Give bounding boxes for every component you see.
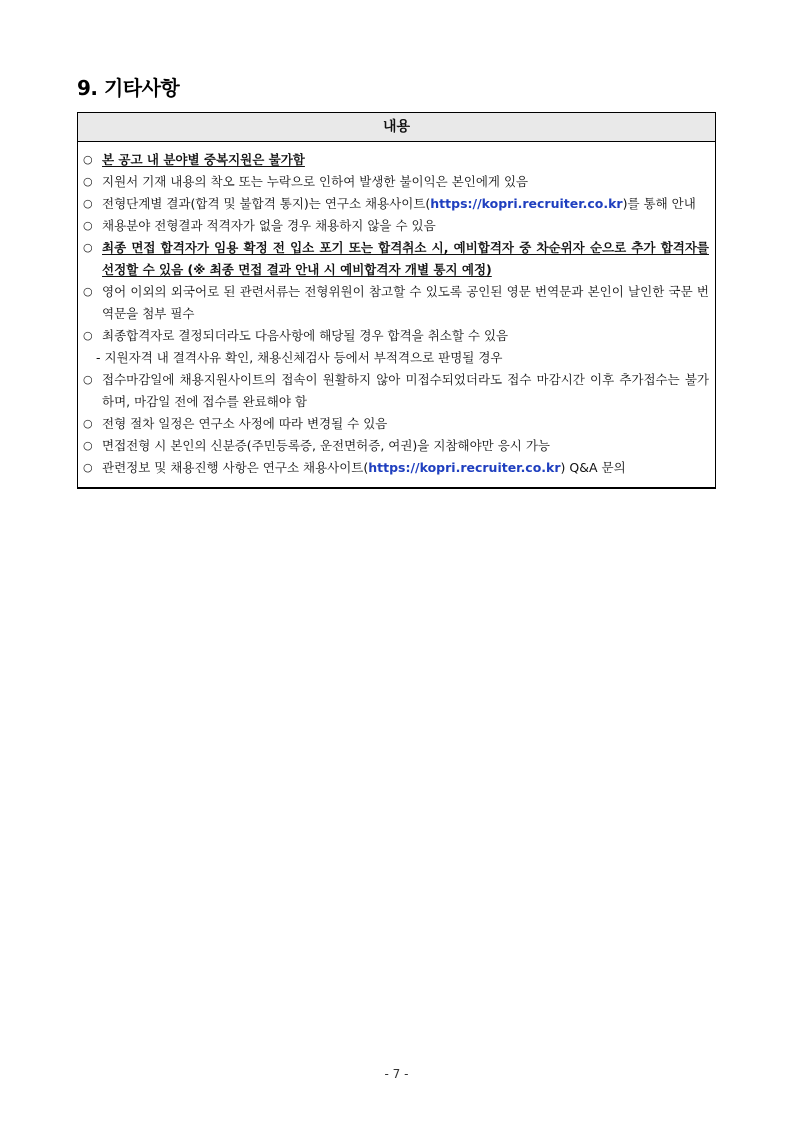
list-item-reserve-candidates — [83, 237, 709, 281]
list-item-translation — [83, 281, 709, 325]
item-text: 영어 이외의 외국어로 된 관련서류는 전형위원이 참고할 수 있도록 공인된 영문 번역문과 본인이 날인한 국문 번역문을 첨부 필수 — [102, 284, 709, 321]
item-text — [102, 193, 709, 215]
list-item-duplicate-application — [83, 149, 709, 171]
bullet-icon: ○ — [83, 219, 93, 232]
sub-item-disqualification: - 지원자격 내 결격사유 확인, 채용신체검사 등에서 부적격으로 판명될 경우 — [96, 350, 503, 365]
page-number: - 7 - — [384, 1067, 409, 1081]
item-text: 최종합격자로 결정되더라도 다음사항에 해당될 경우 합격을 취소할 수 있음 — [102, 328, 509, 343]
section-title: 9. 기타사항 — [77, 76, 180, 100]
table-header: 내용 — [78, 113, 715, 142]
list-item-disadvantage — [83, 171, 709, 193]
bullet-icon: ○ — [83, 241, 93, 254]
bullet-icon: ○ — [83, 417, 93, 430]
list-item-cancellation — [83, 325, 709, 347]
item-text-after: ) Q&A 문의 — [560, 460, 626, 475]
bullet-icon: ○ — [83, 461, 93, 474]
bullet-icon: ○ — [83, 329, 93, 342]
bullet-icon: ○ — [83, 373, 93, 386]
item-text: 본 공고 내 분야별 중복지원은 불가함 — [102, 152, 305, 167]
table-body — [78, 142, 715, 487]
item-text — [102, 457, 709, 479]
item-text: 지원서 기재 내용의 착오 또는 누락으로 인하여 발생한 불이익은 본인에게 있음 — [102, 174, 529, 189]
recruit-site-link[interactable]: https://kopri.recruiter.co.kr — [430, 196, 623, 211]
item-text: 전형 절차 일정은 연구소 사정에 따라 변경될 수 있음 — [102, 416, 388, 431]
bullet-icon: ○ — [83, 285, 93, 298]
item-text: 면접전형 시 본인의 신분증(주민등록증, 운전면허증, 여권)을 지참해야만 응시 가능 — [102, 438, 550, 453]
bullet-icon: ○ — [83, 197, 93, 210]
list-item-qna — [83, 457, 709, 479]
list-item-deadline — [83, 369, 709, 413]
item-text: 최종 면접 합격자가 임용 확정 전 입소 포기 또는 합격취소 시, 예비합격자 중 차순위자 순으로 추가 합격자를 선정할 수 있음 (※ 최종 면접 결과 안내 시 예비합격자 개별 통지 예정) — [102, 240, 709, 277]
bullet-icon: ○ — [83, 175, 93, 188]
bullet-icon: ○ — [83, 439, 93, 452]
list-item-result-notice — [83, 193, 709, 215]
item-text-before: 관련정보 및 채용진행 사항은 연구소 채용사이트( — [102, 460, 369, 475]
notice-table — [77, 112, 716, 489]
recruit-site-link[interactable]: https://kopri.recruiter.co.kr — [368, 460, 561, 475]
list-item-id-card — [83, 435, 709, 457]
item-text-before: 전형단계별 결과(합격 및 불합격 통지)는 연구소 채용사이트( — [102, 196, 431, 211]
list-item-no-qualified — [83, 215, 709, 237]
item-text-after: )를 통해 안내 — [622, 196, 696, 211]
item-text: 접수마감일에 채용지원사이트의 접속이 원활하지 않아 미접수되었더라도 접수 마감시간 이후 추가접수는 불가하며, 마감일 전에 접수를 완료해야 함 — [102, 372, 709, 409]
item-text: 채용분야 전형결과 적격자가 없을 경우 채용하지 않을 수 있음 — [102, 218, 436, 233]
list-item-schedule — [83, 413, 709, 435]
bullet-icon: ○ — [83, 153, 93, 166]
